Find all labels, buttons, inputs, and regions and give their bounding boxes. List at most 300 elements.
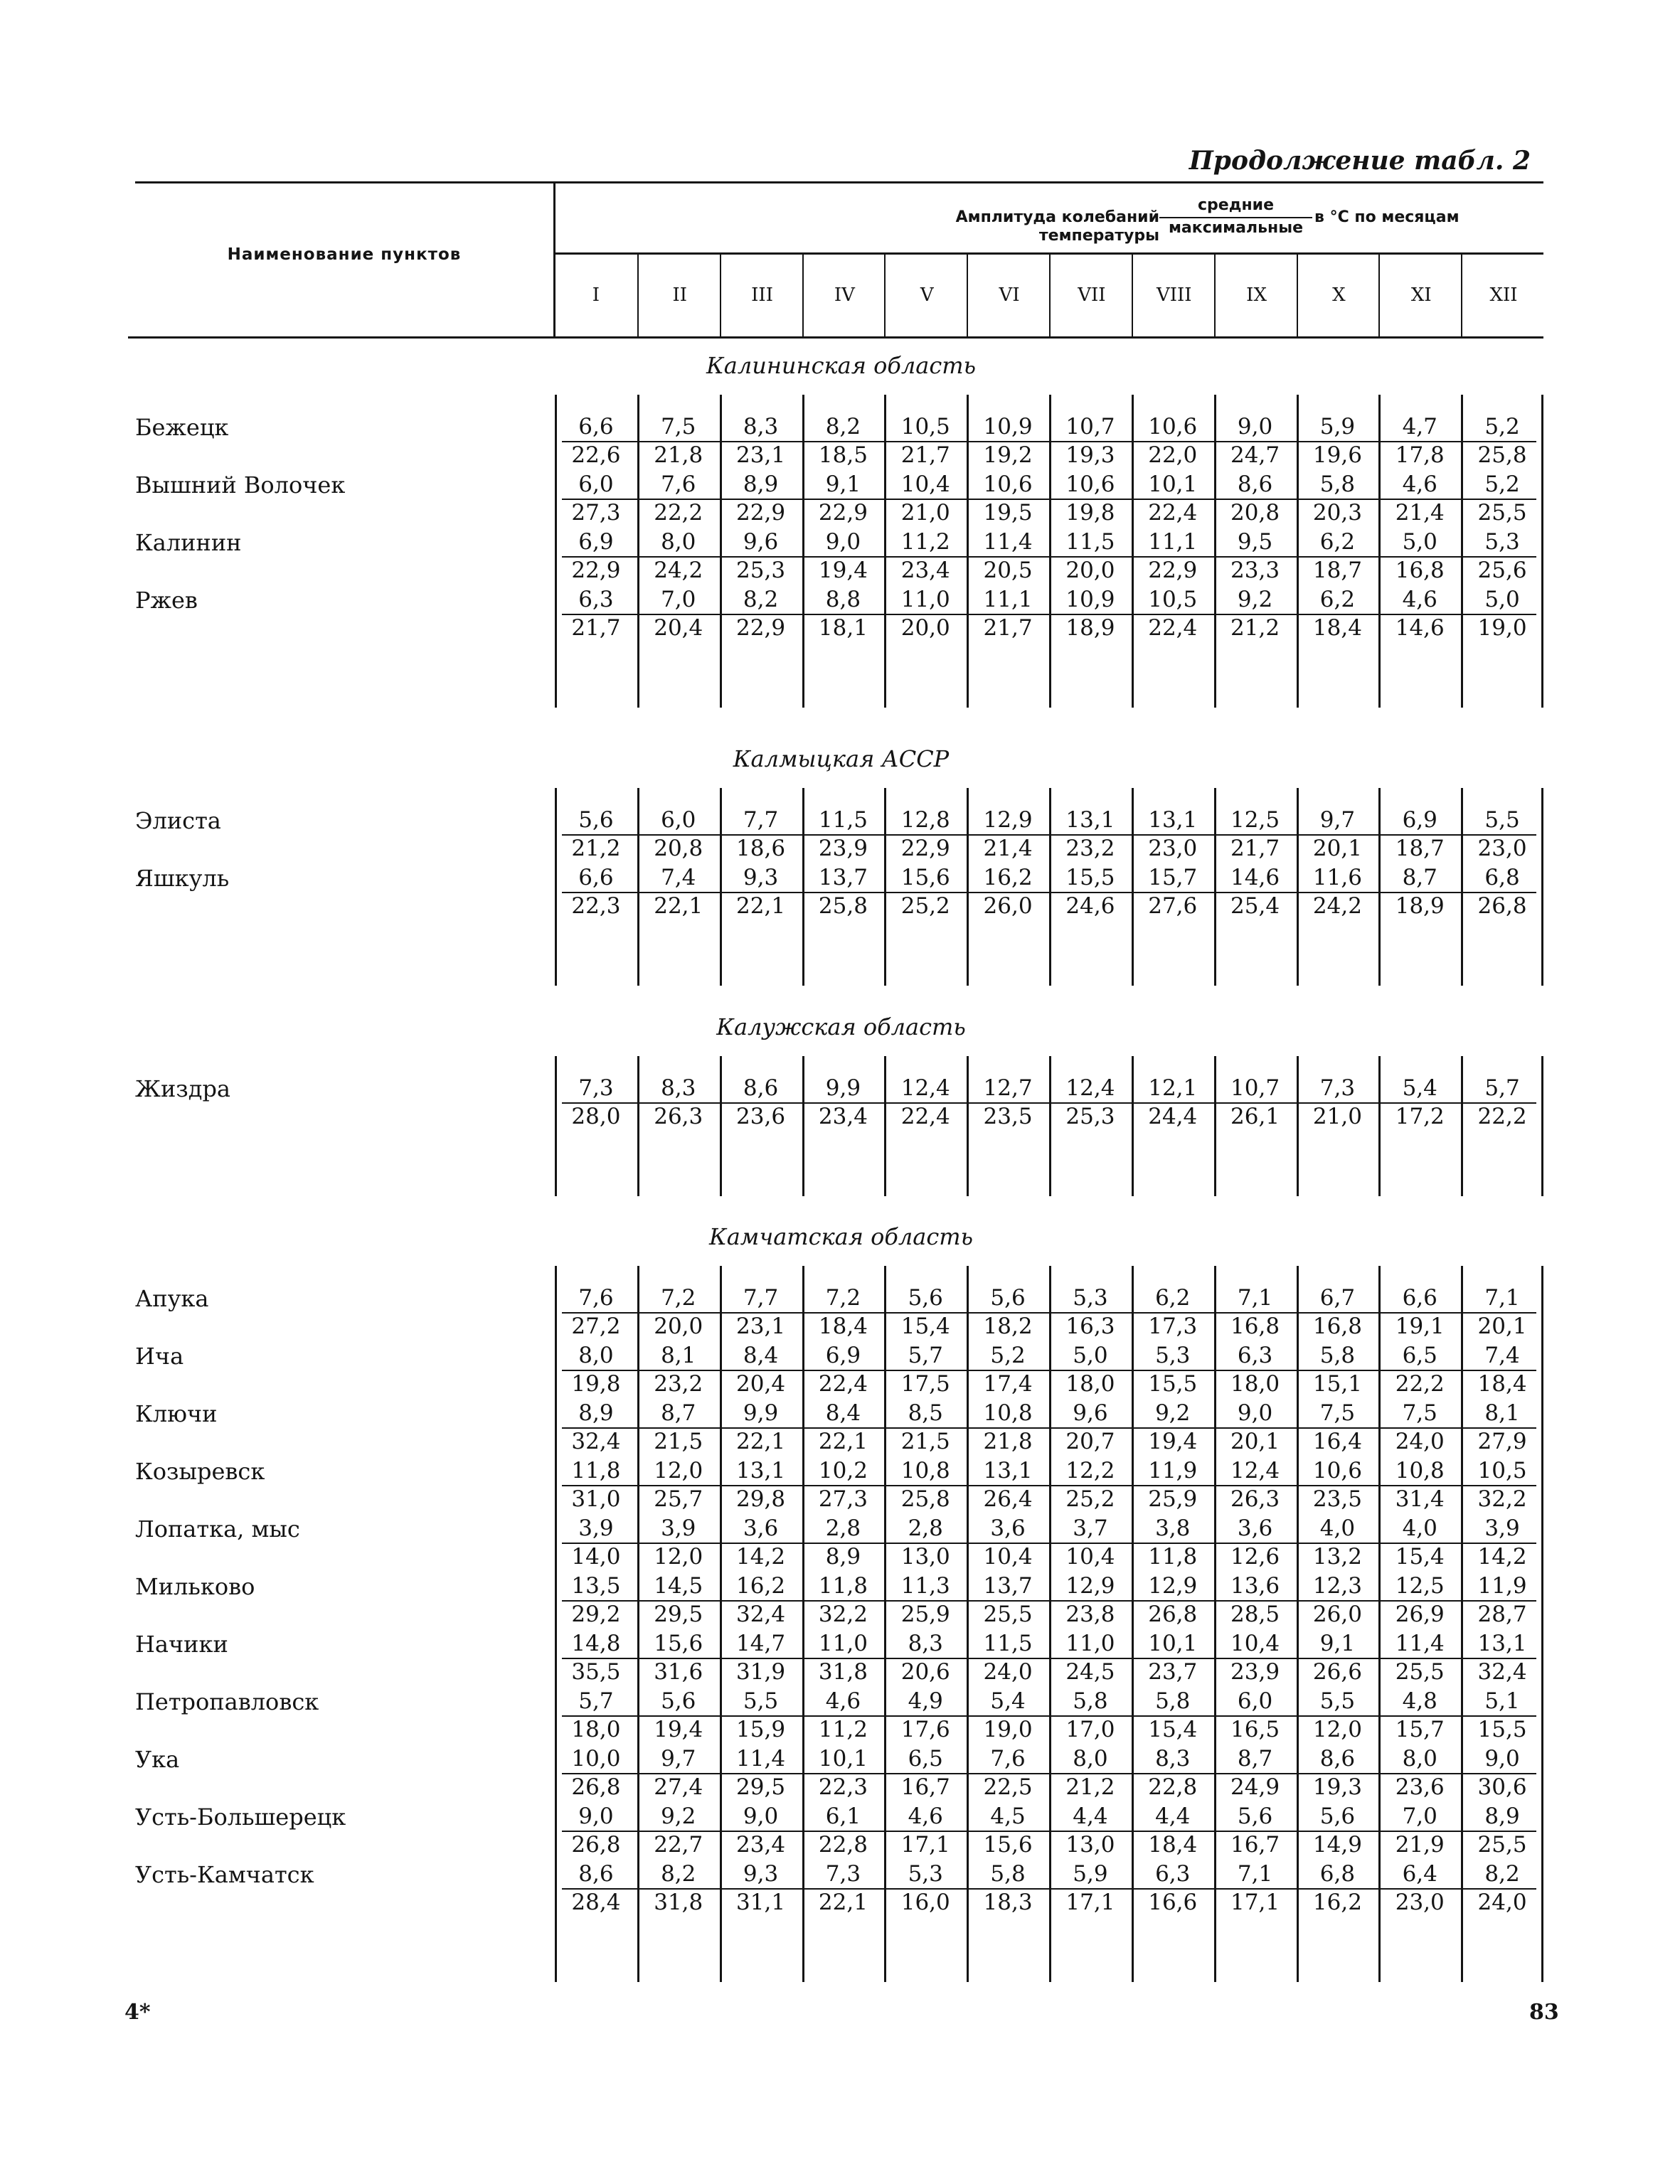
month-header: VIII — [1132, 255, 1216, 336]
max-amplitude-value: 31,1 — [736, 1890, 786, 1915]
max-amplitude-value: 24,0 — [1477, 1890, 1527, 1915]
max-amplitude-value: 32,4 — [1477, 1659, 1527, 1685]
mean-amplitude-value: 12,5 — [1230, 807, 1280, 833]
max-amplitude-value: 24,0 — [983, 1659, 1033, 1685]
amplitude-fraction — [1159, 196, 1312, 238]
mean-amplitude-value: 13,7 — [818, 865, 868, 890]
max-amplitude-value: 20,8 — [1230, 500, 1280, 526]
mean-amplitude-value: 5,9 — [1319, 414, 1356, 440]
mean-amplitude-value: 12,4 — [1230, 1458, 1280, 1483]
mean-amplitude-value: 5,4 — [990, 1688, 1026, 1714]
max-amplitude-value: 23,0 — [1477, 836, 1527, 861]
mean-amplitude-value: 9,0 — [1237, 1400, 1273, 1426]
mean-amplitude-value: 14,6 — [1230, 865, 1280, 890]
max-amplitude-value: 20,5 — [983, 558, 1033, 583]
max-amplitude-value: 25,3 — [736, 558, 786, 583]
mean-amplitude-value: 2,8 — [908, 1516, 943, 1541]
max-amplitude-value: 32,2 — [1477, 1486, 1527, 1512]
mean-amplitude-value: 8,0 — [661, 529, 696, 555]
max-amplitude-value: 25,5 — [1395, 1659, 1445, 1685]
max-amplitude-value: 17,1 — [1230, 1890, 1280, 1915]
max-amplitude-value: 16,8 — [1230, 1314, 1280, 1339]
max-amplitude-value: 19,5 — [983, 500, 1033, 526]
max-amplitude-value: 15,1 — [1312, 1371, 1362, 1397]
mean-amplitude-value: 11,9 — [1477, 1573, 1527, 1599]
max-amplitude-value: 21,7 — [983, 615, 1033, 641]
max-amplitude-value: 23,2 — [654, 1371, 703, 1397]
mean-amplitude-value: 13,1 — [983, 1458, 1033, 1483]
mean-amplitude-value: 6,4 — [1402, 1861, 1437, 1887]
mean-amplitude-value: 9,0 — [1237, 414, 1273, 440]
max-amplitude-value: 22,6 — [571, 442, 621, 468]
max-amplitude-value: 20,0 — [900, 615, 950, 641]
max-amplitude-value: 10,4 — [983, 1544, 1033, 1570]
max-amplitude-value: 21,4 — [983, 836, 1033, 861]
max-amplitude-value: 25,8 — [818, 893, 868, 919]
mean-amplitude-value: 3,6 — [990, 1516, 1026, 1541]
station-name: Ржев — [135, 587, 198, 614]
max-amplitude-value: 22,7 — [654, 1832, 703, 1858]
mean-amplitude-value: 5,3 — [908, 1861, 943, 1887]
mean-amplitude-value: 11,0 — [900, 587, 950, 612]
max-amplitude-value: 17,4 — [983, 1371, 1033, 1397]
max-amplitude-value: 20,4 — [736, 1371, 786, 1397]
mean-amplitude-value: 8,0 — [578, 1343, 614, 1368]
max-amplitude-value: 22,1 — [654, 893, 703, 919]
max-amplitude-value: 20,0 — [1065, 558, 1115, 583]
max-amplitude-value: 23,4 — [736, 1832, 786, 1858]
month-header: III — [720, 255, 804, 336]
max-amplitude-value: 21,7 — [571, 615, 621, 641]
max-amplitude-value: 22,3 — [818, 1774, 868, 1800]
max-amplitude-value: 20,3 — [1312, 500, 1362, 526]
mean-amplitude-value: 12,0 — [654, 1458, 703, 1483]
max-amplitude-value: 18,0 — [1230, 1371, 1280, 1397]
max-amplitude-value: 22,1 — [818, 1429, 868, 1454]
max-amplitude-value: 16,8 — [1312, 1314, 1362, 1339]
mean-amplitude-value: 11,3 — [900, 1573, 950, 1599]
mean-amplitude-value: 5,7 — [1484, 1075, 1520, 1101]
max-amplitude-value: 20,0 — [654, 1314, 703, 1339]
max-amplitude-value: 17,8 — [1395, 442, 1445, 468]
max-amplitude-value: 23,5 — [1312, 1486, 1362, 1512]
mean-amplitude-value: 8,3 — [743, 414, 779, 440]
month-headers — [555, 255, 1543, 336]
max-amplitude-value: 16,3 — [1065, 1314, 1115, 1339]
mean-amplitude-value: 11,6 — [1312, 865, 1362, 890]
mean-amplitude-value: 8,3 — [661, 1075, 696, 1101]
mean-amplitude-value: 9,6 — [1073, 1400, 1108, 1426]
max-amplitude-value: 21,8 — [983, 1429, 1033, 1454]
mean-amplitude-value: 4,4 — [1073, 1804, 1108, 1829]
max-amplitude-value: 21,7 — [1230, 836, 1280, 861]
max-amplitude-value: 21,2 — [1230, 615, 1280, 641]
max-amplitude-value: 23,9 — [1230, 1659, 1280, 1685]
mean-amplitude-value: 8,9 — [743, 472, 779, 497]
mean-amplitude-value: 10,8 — [1395, 1458, 1445, 1483]
mean-amplitude-value: 16,2 — [983, 865, 1033, 890]
mean-amplitude-value: 5,7 — [578, 1688, 614, 1714]
max-amplitude-value: 24,6 — [1065, 893, 1115, 919]
max-amplitude-value: 26,3 — [1230, 1486, 1280, 1512]
max-amplitude-value: 21,4 — [1395, 500, 1445, 526]
max-amplitude-value: 18,6 — [736, 836, 786, 861]
max-amplitude-value: 22,2 — [1477, 1104, 1527, 1129]
max-amplitude-value: 12,0 — [654, 1544, 703, 1570]
max-amplitude-value: 26,6 — [1312, 1659, 1362, 1685]
mean-amplitude-value: 7,5 — [1319, 1400, 1356, 1426]
mean-amplitude-value: 5,2 — [990, 1343, 1026, 1368]
mean-amplitude-value: 5,8 — [1319, 1343, 1356, 1368]
max-amplitude-value: 18,7 — [1395, 836, 1445, 861]
max-amplitude-value: 11,8 — [1148, 1544, 1198, 1570]
mean-amplitude-value: 5,2 — [1484, 414, 1520, 440]
station-name: Жиздра — [135, 1075, 230, 1102]
fraction-denominator: максимальные — [1168, 219, 1304, 237]
max-amplitude-value: 21,0 — [1312, 1104, 1362, 1129]
max-amplitude-value: 18,0 — [571, 1717, 621, 1742]
mean-amplitude-value: 8,2 — [1484, 1861, 1520, 1887]
mean-amplitude-value: 11,8 — [571, 1458, 621, 1483]
station-name: Усть-Камчатск — [135, 1861, 314, 1888]
max-amplitude-value: 29,2 — [571, 1602, 621, 1627]
mean-amplitude-value: 8,2 — [825, 414, 861, 440]
max-amplitude-value: 18,3 — [983, 1890, 1033, 1915]
mean-amplitude-value: 10,5 — [1148, 587, 1198, 612]
max-amplitude-value: 16,6 — [1148, 1890, 1198, 1915]
mean-amplitude-value: 6,9 — [825, 1343, 861, 1368]
mean-amplitude-value: 8,1 — [1484, 1400, 1520, 1426]
mean-amplitude-value: 5,5 — [743, 1688, 779, 1714]
mean-amplitude-value: 12,9 — [1065, 1573, 1115, 1599]
max-amplitude-value: 21,5 — [654, 1429, 703, 1454]
max-amplitude-value: 15,6 — [983, 1832, 1033, 1858]
mean-amplitude-value: 12,4 — [1065, 1075, 1115, 1101]
mean-amplitude-value: 10,1 — [818, 1746, 868, 1772]
mean-amplitude-value: 6,7 — [1319, 1285, 1356, 1311]
mean-amplitude-value: 7,5 — [661, 414, 696, 440]
mean-amplitude-value: 6,8 — [1484, 865, 1520, 890]
max-amplitude-value: 20,6 — [900, 1659, 950, 1685]
max-amplitude-value: 22,9 — [736, 615, 786, 641]
amplitude-prefix-line2: температуры — [1038, 227, 1159, 245]
mean-amplitude-value: 4,8 — [1402, 1688, 1437, 1714]
max-amplitude-value: 29,5 — [654, 1602, 703, 1627]
max-amplitude-value: 22,2 — [1395, 1371, 1445, 1397]
mean-amplitude-value: 5,7 — [908, 1343, 943, 1368]
mean-amplitude-value: 10,7 — [1230, 1075, 1280, 1101]
max-amplitude-value: 16,0 — [900, 1890, 950, 1915]
mean-amplitude-value: 12,5 — [1395, 1573, 1445, 1599]
mean-amplitude-value: 11,1 — [1148, 529, 1198, 555]
max-amplitude-value: 23,7 — [1148, 1659, 1198, 1685]
region-grid — [135, 395, 1547, 708]
mean-amplitude-value: 11,4 — [1395, 1631, 1445, 1656]
max-amplitude-value: 29,5 — [736, 1774, 786, 1800]
max-amplitude-value: 26,4 — [983, 1486, 1033, 1512]
max-amplitude-value: 23,6 — [1395, 1774, 1445, 1800]
mean-amplitude-value: 11,5 — [818, 807, 868, 833]
mean-amplitude-value: 7,3 — [1319, 1075, 1356, 1101]
mean-amplitude-value: 12,9 — [983, 807, 1033, 833]
mean-amplitude-value: 8,6 — [1319, 1746, 1356, 1772]
mean-amplitude-value: 5,6 — [578, 807, 614, 833]
max-amplitude-value: 22,5 — [983, 1774, 1033, 1800]
station-name: Вышний Волочек — [135, 472, 346, 499]
mean-amplitude-value: 11,4 — [736, 1746, 786, 1772]
mean-amplitude-value: 10,7 — [1065, 414, 1115, 440]
mean-amplitude-value: 15,6 — [654, 1631, 703, 1656]
mean-amplitude-value: 6,3 — [578, 587, 614, 612]
mean-amplitude-value: 5,2 — [1484, 472, 1520, 497]
max-amplitude-value: 25,5 — [1477, 500, 1527, 526]
region-grid — [135, 1056, 1547, 1196]
mean-amplitude-value: 6,0 — [1237, 1688, 1273, 1714]
mean-amplitude-value: 6,3 — [1237, 1343, 1273, 1368]
mean-amplitude-value: 4,6 — [825, 1688, 861, 1714]
max-amplitude-value: 14,6 — [1395, 615, 1445, 641]
mean-amplitude-value: 10,9 — [983, 414, 1033, 440]
mean-amplitude-value: 14,7 — [736, 1631, 786, 1656]
max-amplitude-value: 22,4 — [818, 1371, 868, 1397]
station-name: Петропавловск — [135, 1688, 319, 1715]
mean-amplitude-value: 7,3 — [578, 1075, 614, 1101]
mean-amplitude-value: 9,0 — [743, 1804, 779, 1829]
region-title: Калужская область — [716, 1013, 966, 1040]
mean-amplitude-value: 11,1 — [983, 587, 1033, 612]
max-amplitude-value: 27,6 — [1148, 893, 1198, 919]
max-amplitude-value: 24,2 — [654, 558, 703, 583]
max-amplitude-value: 24,2 — [1312, 893, 1362, 919]
mean-amplitude-value: 8,6 — [1237, 472, 1273, 497]
mean-amplitude-value: 5,8 — [1155, 1688, 1191, 1714]
max-amplitude-value: 18,1 — [818, 615, 868, 641]
station-name: Бежецк — [135, 414, 229, 441]
mean-amplitude-value: 5,6 — [661, 1688, 696, 1714]
mean-amplitude-value: 5,6 — [908, 1285, 943, 1311]
max-amplitude-value: 28,0 — [571, 1104, 621, 1129]
mean-amplitude-value: 8,3 — [1155, 1746, 1191, 1772]
max-amplitude-value: 26,8 — [1148, 1602, 1198, 1627]
max-amplitude-value: 22,9 — [736, 500, 786, 526]
month-header: X — [1297, 255, 1381, 336]
mean-amplitude-value: 9,3 — [743, 1861, 779, 1887]
max-amplitude-value: 25,8 — [900, 1486, 950, 1512]
max-amplitude-value: 16,7 — [1230, 1832, 1280, 1858]
mean-amplitude-value: 4,5 — [990, 1804, 1026, 1829]
month-header: XII — [1461, 255, 1545, 336]
mean-amplitude-value: 8,8 — [825, 587, 861, 612]
max-amplitude-value: 31,8 — [654, 1890, 703, 1915]
max-amplitude-value: 12,6 — [1230, 1544, 1280, 1570]
month-header: I — [592, 284, 600, 306]
max-amplitude-value: 19,8 — [571, 1371, 621, 1397]
mean-amplitude-value: 13,1 — [1148, 807, 1198, 833]
mean-amplitude-value: 3,9 — [661, 1516, 696, 1541]
mean-amplitude-value: 14,5 — [654, 1573, 703, 1599]
mean-amplitude-value: 10,6 — [1148, 414, 1198, 440]
mean-amplitude-value: 7,6 — [578, 1285, 614, 1311]
max-amplitude-value: 16,2 — [1312, 1890, 1362, 1915]
mean-amplitude-value: 10,8 — [983, 1400, 1033, 1426]
max-amplitude-value: 25,9 — [900, 1602, 950, 1627]
max-amplitude-value: 8,9 — [825, 1544, 861, 1570]
max-amplitude-value: 24,9 — [1230, 1774, 1280, 1800]
mean-amplitude-value: 6,9 — [1402, 807, 1437, 833]
mean-amplitude-value: 3,9 — [578, 1516, 614, 1541]
max-amplitude-value: 26,8 — [1477, 893, 1527, 919]
max-amplitude-value: 25,2 — [1065, 1486, 1115, 1512]
max-amplitude-value: 19,4 — [1148, 1429, 1198, 1454]
mean-amplitude-value: 8,1 — [661, 1343, 696, 1368]
max-amplitude-value: 25,2 — [900, 893, 950, 919]
station-name: Начики — [135, 1631, 228, 1658]
max-amplitude-value: 22,9 — [900, 836, 950, 861]
mean-amplitude-value: 11,0 — [1065, 1631, 1115, 1656]
max-amplitude-value: 15,5 — [1477, 1717, 1527, 1742]
max-amplitude-value: 13,0 — [900, 1544, 950, 1570]
max-amplitude-value: 25,4 — [1230, 893, 1280, 919]
max-amplitude-value: 14,0 — [571, 1544, 621, 1570]
mean-amplitude-value: 4,6 — [908, 1804, 943, 1829]
max-amplitude-value: 32,4 — [571, 1429, 621, 1454]
mean-amplitude-value: 5,0 — [1402, 529, 1437, 555]
month-header: IX — [1214, 255, 1298, 336]
max-amplitude-value: 15,9 — [736, 1717, 786, 1742]
month-header: IV — [802, 255, 886, 336]
max-amplitude-value: 18,4 — [1312, 615, 1362, 641]
max-amplitude-value: 15,5 — [1148, 1371, 1198, 1397]
max-amplitude-value: 13,0 — [1065, 1832, 1115, 1858]
max-amplitude-value: 22,1 — [736, 893, 786, 919]
mean-amplitude-value: 3,6 — [743, 1516, 779, 1541]
max-amplitude-value: 22,9 — [1148, 558, 1198, 583]
max-amplitude-value: 22,4 — [1148, 500, 1198, 526]
mean-amplitude-value: 10,2 — [818, 1458, 868, 1483]
mean-amplitude-value: 11,9 — [1148, 1458, 1198, 1483]
max-amplitude-value: 19,1 — [1395, 1314, 1445, 1339]
max-amplitude-value: 22,1 — [736, 1429, 786, 1454]
mean-amplitude-value: 11,8 — [818, 1573, 868, 1599]
max-amplitude-value: 19,0 — [1477, 615, 1527, 641]
max-amplitude-value: 22,4 — [900, 1104, 950, 1129]
max-amplitude-value: 25,5 — [983, 1602, 1033, 1627]
max-amplitude-value: 23,0 — [1148, 836, 1198, 861]
mean-amplitude-value: 6,2 — [1319, 529, 1356, 555]
mean-amplitude-value: 9,0 — [578, 1804, 614, 1829]
max-amplitude-value: 27,2 — [571, 1314, 621, 1339]
fraction-numerator: средние — [1159, 196, 1312, 218]
mean-amplitude-value: 7,6 — [661, 472, 696, 497]
mean-amplitude-value: 9,1 — [1319, 1631, 1356, 1656]
mean-amplitude-value: 12,3 — [1312, 1573, 1362, 1599]
max-amplitude-value: 23,2 — [1065, 836, 1115, 861]
max-amplitude-value: 21,7 — [900, 442, 950, 468]
mean-amplitude-value: 12,9 — [1148, 1573, 1198, 1599]
max-amplitude-value: 28,4 — [571, 1890, 621, 1915]
mean-amplitude-value: 13,1 — [736, 1458, 786, 1483]
max-amplitude-value: 10,4 — [1065, 1544, 1115, 1570]
mean-amplitude-value: 4,7 — [1402, 414, 1437, 440]
mean-amplitude-value: 3,9 — [1484, 1516, 1520, 1541]
mean-amplitude-value: 8,3 — [908, 1631, 943, 1656]
month-header: V — [884, 255, 968, 336]
max-amplitude-value: 21,5 — [900, 1429, 950, 1454]
mean-amplitude-value: 8,2 — [743, 587, 779, 612]
mean-amplitude-value: 8,6 — [743, 1075, 779, 1101]
max-amplitude-value: 23,5 — [983, 1104, 1033, 1129]
max-amplitude-value: 22,1 — [818, 1890, 868, 1915]
mean-amplitude-value: 7,2 — [825, 1285, 861, 1311]
max-amplitude-value: 25,5 — [1477, 1832, 1527, 1858]
max-amplitude-value: 28,7 — [1477, 1602, 1527, 1627]
mean-amplitude-value: 7,4 — [1484, 1343, 1520, 1368]
mean-amplitude-value: 15,6 — [900, 865, 950, 890]
column-header-names: Наименование пунктов — [227, 245, 462, 264]
max-amplitude-value: 17,6 — [900, 1717, 950, 1742]
max-amplitude-value: 19,4 — [654, 1717, 703, 1742]
station-name: Усть-Большерецк — [135, 1804, 346, 1831]
mean-amplitude-value: 9,1 — [825, 472, 861, 497]
station-name: Лопатка, мыс — [135, 1516, 300, 1543]
mean-amplitude-value: 13,1 — [1477, 1631, 1527, 1656]
mean-amplitude-value: 4,6 — [1402, 472, 1437, 497]
mean-amplitude-value: 6,0 — [661, 807, 696, 833]
station-name: Ключи — [135, 1400, 218, 1427]
mean-amplitude-value: 7,5 — [1402, 1400, 1437, 1426]
mean-amplitude-value: 12,1 — [1148, 1075, 1198, 1101]
mean-amplitude-value: 7,4 — [661, 865, 696, 890]
continuation-label: Продолжение табл. 2 — [1189, 146, 1531, 176]
mean-amplitude-value: 8,4 — [825, 1400, 861, 1426]
mean-amplitude-value: 8,7 — [1237, 1746, 1273, 1772]
max-amplitude-value: 27,9 — [1477, 1429, 1527, 1454]
station-name: Калинин — [135, 529, 242, 556]
amplitude-prefix — [918, 208, 1159, 245]
mean-amplitude-value: 4,6 — [1402, 587, 1437, 612]
max-amplitude-value: 14,2 — [736, 1544, 786, 1570]
max-amplitude-value: 23,8 — [1065, 1602, 1115, 1627]
max-amplitude-value: 32,2 — [818, 1602, 868, 1627]
max-amplitude-value: 22,4 — [1148, 615, 1198, 641]
amplitude-suffix: в °С по месяцам — [1314, 208, 1460, 226]
mean-amplitude-value: 8,7 — [1402, 865, 1437, 890]
max-amplitude-value: 25,7 — [654, 1486, 703, 1512]
mean-amplitude-value: 5,3 — [1073, 1285, 1108, 1311]
max-amplitude-value: 18,4 — [1477, 1371, 1527, 1397]
mean-amplitude-value: 5,6 — [1319, 1804, 1356, 1829]
max-amplitude-value: 18,9 — [1395, 893, 1445, 919]
max-amplitude-value: 19,3 — [1312, 1774, 1362, 1800]
max-amplitude-value: 31,0 — [571, 1486, 621, 1512]
mean-amplitude-value: 5,8 — [1073, 1688, 1108, 1714]
mean-amplitude-value: 4,9 — [908, 1688, 943, 1714]
mean-amplitude-value: 13,6 — [1230, 1573, 1280, 1599]
table-header — [135, 181, 1543, 338]
max-amplitude-value: 17,3 — [1148, 1314, 1198, 1339]
mean-amplitude-value: 11,0 — [818, 1631, 868, 1656]
mean-amplitude-value: 13,7 — [983, 1573, 1033, 1599]
mean-amplitude-value: 5,6 — [1237, 1804, 1273, 1829]
mean-amplitude-value: 10,9 — [1065, 587, 1115, 612]
max-amplitude-value: 19,0 — [983, 1717, 1033, 1742]
max-amplitude-value: 31,8 — [818, 1659, 868, 1685]
max-amplitude-value: 21,9 — [1395, 1832, 1445, 1858]
mean-amplitude-value: 6,9 — [578, 529, 614, 555]
max-amplitude-value: 20,7 — [1065, 1429, 1115, 1454]
max-amplitude-value: 18,0 — [1065, 1371, 1115, 1397]
mean-amplitude-value: 10,0 — [571, 1746, 621, 1772]
